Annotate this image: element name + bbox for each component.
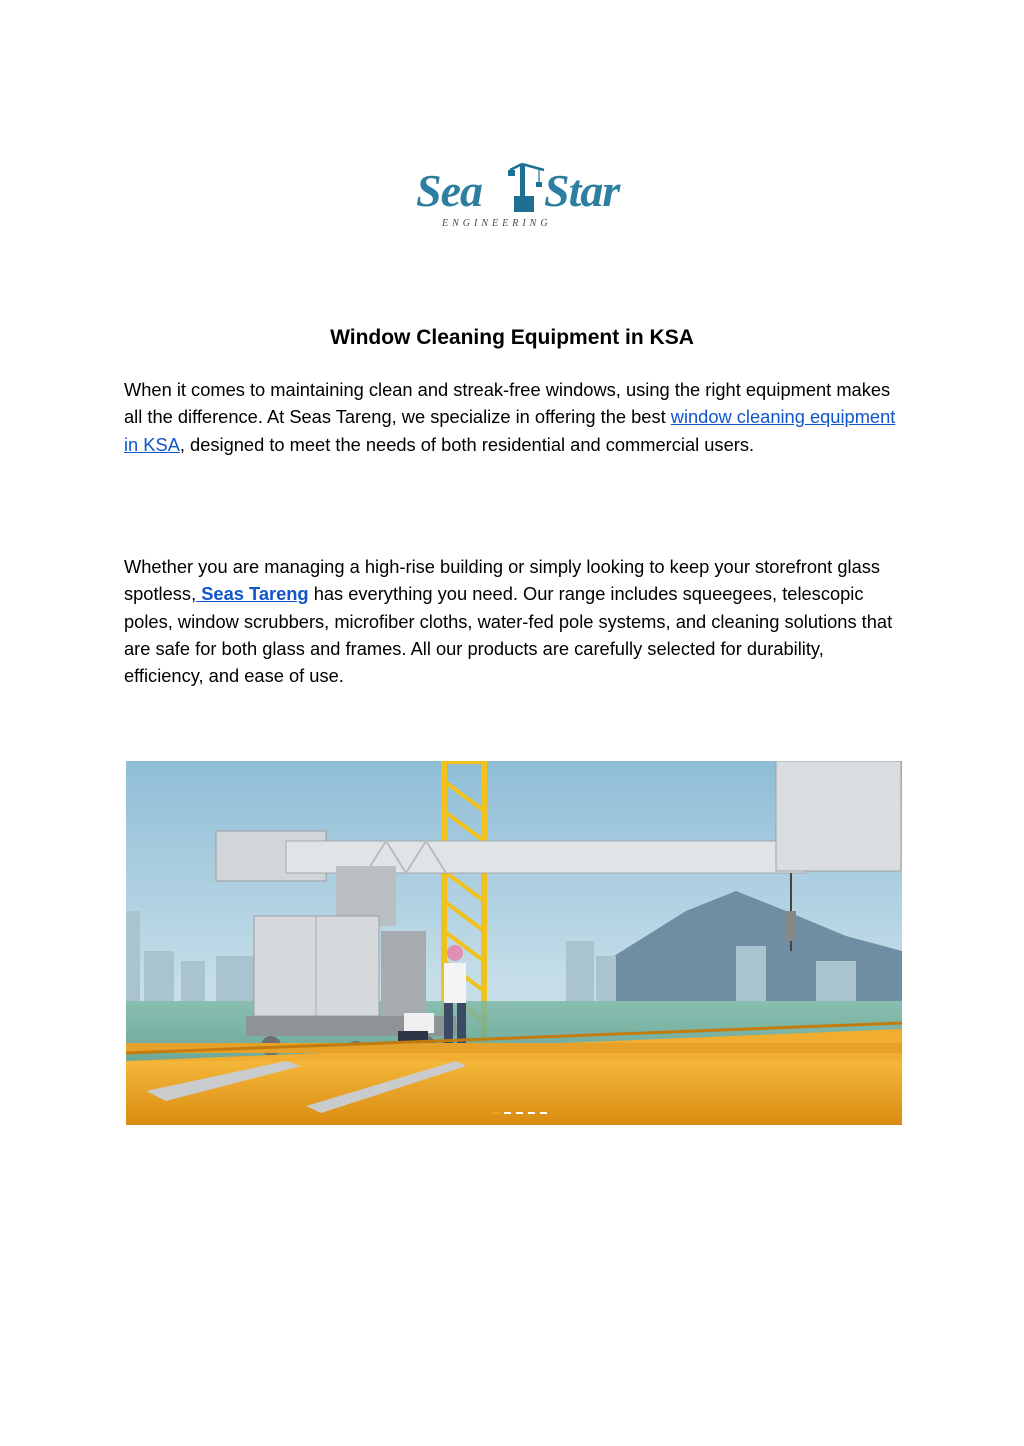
slider-dot-2[interactable] [504,1112,511,1114]
products-text-start: Whether you are managing a high-rise building or simply looking to keep your storefront glass spotless, [124,556,881,605]
building-maintenance-unit-photo [126,761,902,1125]
logo-tagline: ENGINEERING [442,218,552,229]
tower-crane-icon [506,158,546,214]
page-title: Window Cleaning Equipment in KSA [330,326,694,349]
slider-dot-4[interactable] [528,1112,535,1114]
intro-text-end: , designed to meet the needs of both residential and commercial users. [179,433,755,455]
logo-word-sea: Sea [416,165,482,216]
intro-text-start: When it comes to maintaining clean and streak-free windows, using the right equipment makes all the difference. At Seas Tareng, we specialize in offering the best [124,379,891,428]
slider-dot-3[interactable] [516,1112,523,1114]
seas-tareng-link[interactable]: Seas Tareng [196,583,309,605]
intro-paragraph [124,376,904,458]
slider-dot-5[interactable] [540,1112,547,1114]
window-cleaning-equipment-link[interactable]: window cleaning equipment in KSA [124,406,896,455]
company-logo [414,158,630,234]
slider-dot-1[interactable] [492,1112,499,1114]
logo-wordmark [414,165,630,216]
products-text-end: has everything you need. Our range includes squeegees, telescopic poles, window scrubbers, microfiber cloths, water-fed pole systems, and cleaning solutions that are safe for both glass and frames. All our products are carefully selected for durability, efficiency, and ease of use. [124,583,893,687]
products-paragraph [124,553,904,689]
logo-word-star: Star [544,165,620,216]
